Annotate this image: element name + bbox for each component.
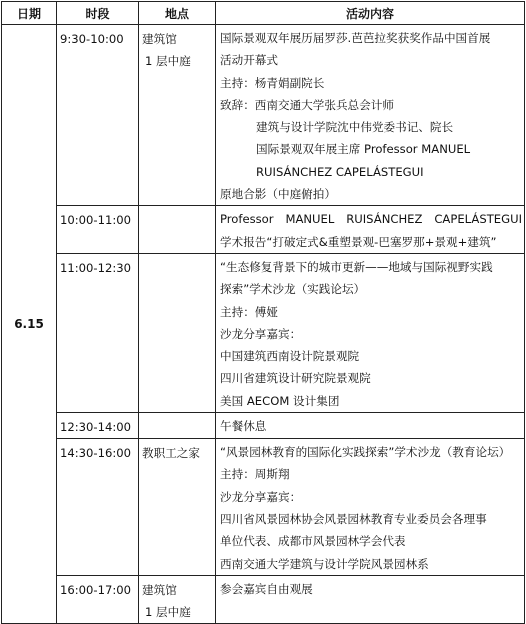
place-line: 建筑馆 bbox=[142, 582, 177, 597]
place-line: 建筑馆 bbox=[142, 32, 177, 46]
header-date: 日期 bbox=[2, 2, 57, 25]
table-row bbox=[2, 206, 525, 254]
activity-cell bbox=[216, 253, 525, 412]
place-cell bbox=[139, 25, 216, 206]
activity-cell bbox=[216, 575, 525, 624]
place-cell bbox=[139, 253, 216, 412]
place-line: 1 层中庭 bbox=[145, 605, 191, 620]
activity-line: 美国 AECOM 设计集团 bbox=[220, 393, 340, 408]
activity-line: 沙龙分享嘉宾： bbox=[220, 489, 302, 504]
schedule-table bbox=[1, 1, 525, 624]
time-cell: 14:30-16:00 bbox=[57, 439, 139, 576]
activity-cell bbox=[216, 439, 525, 576]
activity-line: 午餐休息 bbox=[220, 419, 267, 434]
activity-line: 活动开幕式 bbox=[220, 53, 278, 68]
activity-line: 四川省建筑设计研究院景观院 bbox=[220, 371, 371, 386]
activity-line: 中国建筑西南设计院景观院 bbox=[220, 349, 360, 364]
activity-line: 原地合影（中庭俯拍） bbox=[220, 187, 336, 202]
activity-line: 主持：傅娅 bbox=[220, 304, 278, 319]
activity-line: 学术报告“打破定式&重塑景观-巴塞罗那+景观+建筑” bbox=[220, 234, 497, 249]
activity-line: 参会嘉宾自由观展 bbox=[220, 581, 313, 596]
activity-line: Professor MANUEL RUISÁNCHEZ CAPELÁSTEGUI bbox=[220, 212, 522, 227]
activity-line: 国际景观双年展主席 Professor MANUEL bbox=[256, 142, 471, 157]
place-line: 教职工之家 bbox=[142, 446, 200, 461]
header-activity: 活动内容 bbox=[216, 2, 525, 25]
time-cell: 16:00-17:00 bbox=[57, 575, 139, 624]
time-cell: 12:30-14:00 bbox=[57, 413, 139, 439]
activity-line: 主持：周斯翔 bbox=[220, 467, 290, 482]
header-row bbox=[2, 2, 525, 25]
header-place: 地点 bbox=[139, 2, 216, 25]
activity-line: 主持：杨青娟副院长 bbox=[220, 75, 325, 90]
table-row bbox=[2, 413, 525, 439]
activity-cell bbox=[216, 25, 525, 206]
table-row bbox=[2, 575, 525, 624]
place-cell bbox=[139, 206, 216, 254]
activity-line: 沙龙分享嘉宾： bbox=[220, 326, 302, 341]
activity-line: “风景园林教育的国际化实践探索”学术沙龙（教育论坛） bbox=[220, 445, 511, 460]
activity-line: 致辞：西南交通大学张兵总会计师 bbox=[220, 97, 394, 112]
activity-line: 建筑与设计学院沈中伟党委书记、院长 bbox=[256, 120, 454, 135]
table-row bbox=[2, 439, 525, 576]
activity-line: 国际景观双年展历届罗莎.芭芭拉奖获奖作品中国首展 bbox=[220, 31, 491, 45]
activity-line: 探索”学术沙龙（实践论坛） bbox=[220, 282, 366, 297]
activity-line: RUISÁNCHEZ CAPELÁSTEGUI bbox=[256, 164, 424, 179]
activity-cell bbox=[216, 206, 525, 254]
activity-cell bbox=[216, 413, 525, 439]
activity-line: 西南交通大学建筑与设计学院风景园林系 bbox=[220, 556, 429, 571]
time-cell: 10:00-11:00 bbox=[57, 206, 139, 254]
header-time: 时段 bbox=[57, 2, 139, 25]
date-cell: 6.15 bbox=[2, 25, 57, 624]
time-cell: 11:00-12:30 bbox=[57, 253, 139, 412]
place-cell bbox=[139, 439, 216, 576]
table-row bbox=[2, 25, 525, 206]
place-cell bbox=[139, 575, 216, 624]
place-cell bbox=[139, 413, 216, 439]
time-cell: 9:30-10:00 bbox=[57, 25, 139, 206]
activity-line: 单位代表、成都市风景园林学会代表 bbox=[220, 534, 406, 549]
table-row bbox=[2, 253, 525, 412]
place-line: 1 层中庭 bbox=[145, 54, 191, 69]
activity-line: 四川省风景园林协会风景园林教育专业委员会各理事 bbox=[220, 511, 487, 526]
activity-line: “生态修复背景下的城市更新——地域与国际视野实践 bbox=[220, 259, 493, 274]
